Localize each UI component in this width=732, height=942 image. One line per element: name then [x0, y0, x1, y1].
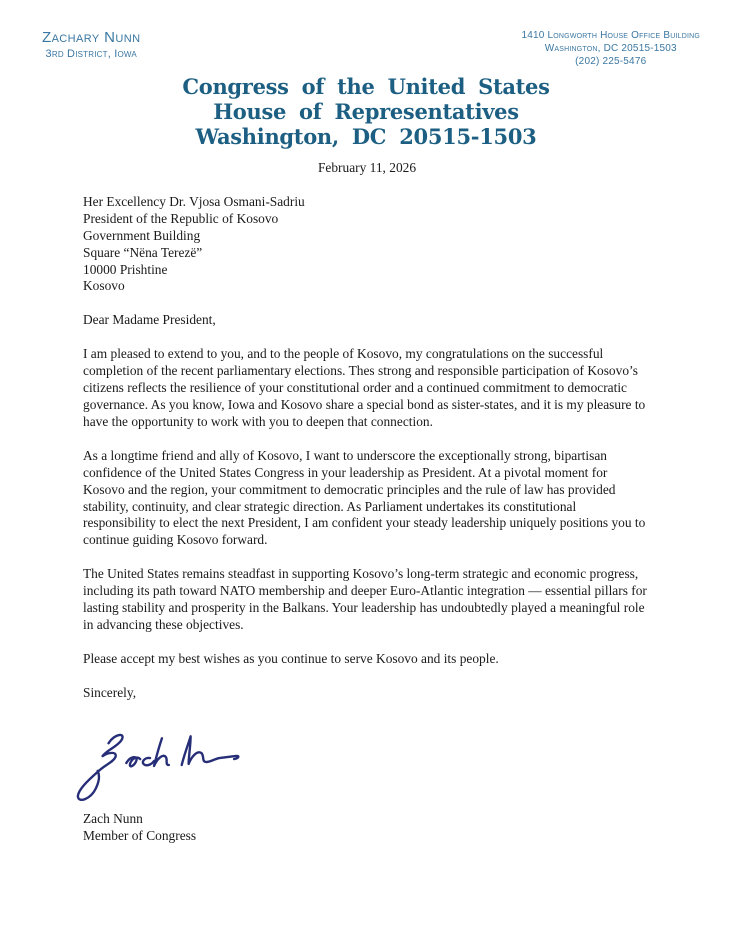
signature-stroke-n-tail — [182, 736, 239, 765]
body-paragraph: I am pleased to extend to you, and to the people of Kosovo, my congratulations on the successful completion of the recent parliamentary elections. Thes strong and responsible participation of Kosovo’s citizens reflects the resilience of your constitutional order and a continued commitment to democratic governance. As you know, Iowa and Kosovo share a special bond as sister-states, and it is my pleasure to have the opportunity to work with you to deepen that connection. — [83, 346, 646, 429]
salutation: Dear Madame President, — [83, 312, 216, 328]
member-name: Zachary Nunn — [42, 29, 141, 46]
signature-strokes — [78, 735, 238, 800]
body-paragraph: Please accept my best wishes as you continue to serve Kosovo and its people. — [83, 650, 499, 666]
office-address-line2: Washington, DC 20515-1503 — [544, 43, 677, 54]
closing: Sincerely, — [83, 684, 137, 700]
letter-date: February 11, 2026 — [317, 160, 417, 175]
recipient-address-block — [83, 194, 651, 295]
signature-stroke-z — [78, 735, 123, 800]
signature-stroke-a — [126, 757, 140, 766]
office-address-block — [522, 29, 701, 68]
body-paragraph: As a longtime friend and ally of Kosovo, I want to underscore the exceptionally strong, bipartisan confidence of the United States Congress in your leadership as President. At a pivotal moment for Kosovo and the region, your commitment to democratic principles and the rule of law has provided stability, continuity, and clear strategic direction. As Parliament undertakes its constitutional responsibility to elect the next President, I am confident your steady leadership uniquely positions you to continue guiding Kosovo forward. — [83, 447, 646, 548]
signature-stroke-h — [154, 738, 169, 766]
congress-heading-line1: Congress of the United States — [182, 74, 550, 99]
recipient-line: Her Excellency Dr. Vjosa Osmani-Sadriu — [83, 193, 305, 209]
congress-heading-line2: House of Representatives — [213, 99, 519, 124]
signature-image — [67, 719, 651, 809]
member-district: 3rd District, Iowa — [45, 47, 137, 60]
body-paragraph: The United States remains steadfast in supporting Kosovo’s long-term strategic and economic progress, including its path toward NATO membership and deeper Euro-Atlantic integration — essential pillars for lasting stability and prosperity in the Balkans. Your leadership has undoubtedly played a meaningful role in advancing these objectives. — [83, 566, 647, 632]
member-name-block — [42, 29, 140, 62]
signer-title: Member of Congress — [83, 827, 197, 843]
congress-heading-line3: Washington, DC 20515-1503 — [195, 124, 537, 149]
letter-body — [83, 160, 651, 844]
congress-heading — [0, 74, 732, 149]
recipient-line: Square “Nëna Terezë” — [83, 244, 203, 260]
recipient-line: President of the Republic of Kosovo — [83, 210, 279, 226]
signature-svg — [67, 719, 245, 809]
office-address-line1: 1410 Longworth House Office Building — [521, 30, 700, 41]
recipient-line: Government Building — [83, 227, 201, 243]
signer-name: Zach Nunn — [83, 810, 143, 826]
recipient-line: 10000 Prishtine — [83, 261, 168, 277]
recipient-line: Kosovo — [83, 278, 125, 294]
signer-block — [83, 811, 651, 845]
signature-stroke-c — [143, 758, 154, 765]
office-phone: (202) 225-5476 — [575, 56, 647, 67]
